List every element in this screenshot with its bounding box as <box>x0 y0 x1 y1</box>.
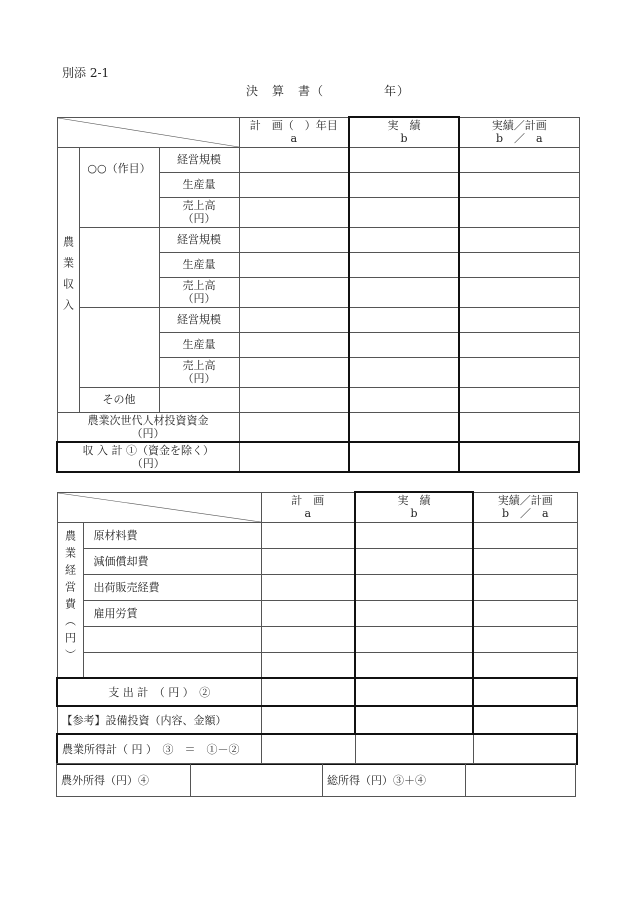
row-label-scale: 経営規模 <box>159 227 239 252</box>
input-cell[interactable] <box>473 626 577 652</box>
input-cell[interactable] <box>239 387 349 412</box>
input-cell[interactable] <box>473 574 577 600</box>
input-cell[interactable] <box>355 548 473 574</box>
header-diagonal-cell <box>57 492 261 522</box>
nonfarm-income-value[interactable] <box>191 764 323 796</box>
input-cell[interactable] <box>355 626 473 652</box>
input-cell[interactable] <box>239 172 349 197</box>
input-cell[interactable] <box>349 197 459 227</box>
input-cell[interactable] <box>473 652 577 678</box>
actual-column-header: 実 績 b <box>349 117 459 147</box>
expense-item-materials: 原材料費 <box>83 522 261 548</box>
input-cell[interactable] <box>239 197 349 227</box>
other-label: その他 <box>79 387 159 412</box>
plan-column-header: 計 画 a <box>261 492 355 522</box>
input-cell[interactable] <box>349 357 459 387</box>
other-detail-cell[interactable] <box>159 387 239 412</box>
input-cell[interactable] <box>239 332 349 357</box>
input-cell[interactable] <box>473 522 577 548</box>
title-year: 年） <box>384 84 411 98</box>
ratio-column-header: 実績／計画 b ／ a <box>459 117 579 147</box>
input-cell[interactable] <box>349 332 459 357</box>
row-label-output: 生産量 <box>159 252 239 277</box>
expense-item-shipping: 出荷販売経費 <box>83 574 261 600</box>
farm-income-section-label: 農業収入 <box>57 147 79 412</box>
input-cell[interactable] <box>239 357 349 387</box>
income-summary-row <box>56 763 576 797</box>
actual-column-header: 実 績 b <box>355 492 473 522</box>
row-label-scale: 経営規模 <box>159 307 239 332</box>
row-label-sales: 売上高 （円） <box>159 197 239 227</box>
input-cell[interactable] <box>261 574 355 600</box>
input-cell[interactable] <box>239 252 349 277</box>
input-cell[interactable] <box>261 678 355 706</box>
input-cell[interactable] <box>473 706 577 734</box>
input-cell[interactable] <box>239 307 349 332</box>
plan-column-header: 計 画（ ）年目 a <box>239 117 349 147</box>
row-label-output: 生産量 <box>159 332 239 357</box>
input-cell[interactable] <box>459 277 579 307</box>
input-cell[interactable] <box>261 600 355 626</box>
input-cell[interactable] <box>349 387 459 412</box>
input-cell[interactable] <box>355 706 473 734</box>
input-cell[interactable] <box>349 252 459 277</box>
input-cell[interactable] <box>459 307 579 332</box>
input-cell[interactable] <box>261 734 355 764</box>
row-label-scale: 経営規模 <box>159 147 239 172</box>
input-cell[interactable] <box>349 172 459 197</box>
input-cell[interactable] <box>473 678 577 706</box>
input-cell[interactable] <box>473 600 577 626</box>
input-cell[interactable] <box>349 147 459 172</box>
input-cell[interactable] <box>349 307 459 332</box>
input-cell[interactable] <box>459 147 579 172</box>
input-cell[interactable] <box>459 357 579 387</box>
farm-income-total-label: 農業所得計（ 円 ） ③ ＝ ①－② <box>57 734 261 764</box>
income-table <box>56 116 580 473</box>
input-cell[interactable] <box>349 442 459 472</box>
input-cell[interactable] <box>459 252 579 277</box>
ratio-column-header: 実績／計画 b ／ a <box>473 492 577 522</box>
input-cell[interactable] <box>459 332 579 357</box>
header-diagonal-cell <box>57 117 239 147</box>
total-income-label: 総所得（円）③＋④ <box>323 764 466 796</box>
input-cell[interactable] <box>355 600 473 626</box>
input-cell[interactable] <box>261 548 355 574</box>
input-cell[interactable] <box>459 172 579 197</box>
input-cell[interactable] <box>355 678 473 706</box>
input-cell[interactable] <box>355 734 473 764</box>
input-cell[interactable] <box>349 412 459 442</box>
document-title <box>246 82 410 99</box>
expense-item-blank[interactable] <box>83 626 261 652</box>
input-cell[interactable] <box>459 412 579 442</box>
input-cell[interactable] <box>261 626 355 652</box>
expense-item-depreciation: 減価償却費 <box>83 548 261 574</box>
input-cell[interactable] <box>473 548 577 574</box>
input-cell[interactable] <box>473 734 577 764</box>
input-cell[interactable] <box>355 574 473 600</box>
nonfarm-income-label: 農外所得（円）④ <box>57 764 191 796</box>
input-cell[interactable] <box>459 442 579 472</box>
expense-item-blank[interactable] <box>83 652 261 678</box>
row-label-sales: 売上高 （円） <box>159 277 239 307</box>
crop-name-cell[interactable] <box>79 227 159 307</box>
income-total-label: 収 入 計 ①（資金を除く） （円） <box>57 442 239 472</box>
input-cell[interactable] <box>239 147 349 172</box>
title-text: 決 算 書（ <box>246 84 325 98</box>
farm-expense-section-label: 農業経営費（円） <box>57 522 83 678</box>
total-income-value[interactable] <box>466 764 575 796</box>
input-cell[interactable] <box>239 412 349 442</box>
input-cell[interactable] <box>349 277 459 307</box>
input-cell[interactable] <box>261 706 355 734</box>
input-cell[interactable] <box>261 652 355 678</box>
expense-table <box>56 491 578 765</box>
input-cell[interactable] <box>239 277 349 307</box>
crop-label: ○○（作目） <box>79 147 159 227</box>
input-cell[interactable] <box>459 197 579 227</box>
input-cell[interactable] <box>355 522 473 548</box>
input-cell[interactable] <box>349 227 459 252</box>
input-cell[interactable] <box>459 227 579 252</box>
input-cell[interactable] <box>239 227 349 252</box>
input-cell[interactable] <box>459 387 579 412</box>
investment-label: 【参考】設備投資（内容、金額） <box>57 706 261 734</box>
grant-label: 農業次世代人材投資資金 （円） <box>57 412 239 442</box>
row-label-sales: 売上高 （円） <box>159 357 239 387</box>
expense-item-labor: 雇用労賃 <box>83 600 261 626</box>
input-cell[interactable] <box>355 652 473 678</box>
input-cell[interactable] <box>239 442 349 472</box>
crop-name-cell[interactable] <box>79 307 159 387</box>
row-label-output: 生産量 <box>159 172 239 197</box>
input-cell[interactable] <box>261 522 355 548</box>
appendix-label: 別添 2-1 <box>62 66 110 80</box>
expense-total-label: 支 出 計 （ 円 ） ② <box>57 678 261 706</box>
